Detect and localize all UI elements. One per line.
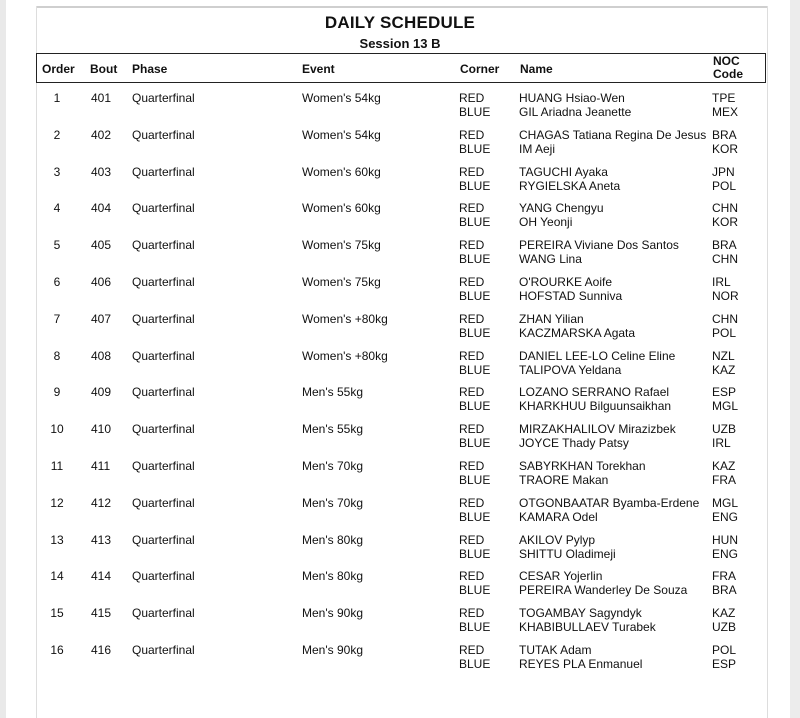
red-noc-code: IRL	[712, 275, 731, 289]
red-athlete-name: MIRZAKHALILOV Mirazizbek	[519, 422, 676, 437]
blue-noc-code: MGL	[712, 399, 739, 414]
red-noc-code: JPN	[712, 164, 735, 179]
blue-corner-cell: BLUE	[459, 252, 491, 267]
blue-noc-code: KOR	[712, 215, 739, 230]
blue-athlete-name: KACZMARSKA Agata	[519, 325, 636, 340]
red-athlete-name: CESAR Yojerlin	[519, 569, 603, 584]
bout-cell: 407	[91, 311, 112, 326]
blue-athlete-name: KHARKHUU Bilguunsaikhan	[519, 399, 672, 414]
blue-athlete-name: TALIPOVA Yeldana	[519, 362, 622, 377]
header-name: Name	[520, 62, 553, 76]
blue-corner-cell: BLUE	[459, 473, 491, 487]
event-cell: Women's +80kg	[302, 348, 388, 363]
table-row	[0, 238, 800, 268]
header-bout: Bout	[90, 62, 118, 76]
red-noc-code: HUN	[712, 532, 738, 547]
blue-athlete-name: WANG Lina	[519, 252, 582, 267]
bout-cell: 409	[91, 385, 112, 400]
blue-noc-code: ESP	[712, 657, 737, 671]
red-athlete-name: O'ROURKE Aoife	[519, 275, 612, 289]
table-row	[0, 385, 800, 415]
red-athlete-name: TAGUCHI Ayaka	[519, 164, 608, 179]
event-cell: Men's 70kg	[302, 459, 363, 473]
red-noc-code: BRA	[712, 127, 737, 142]
red-athlete-name: TUTAK Adam	[519, 643, 592, 657]
phase-cell: Quarterfinal	[132, 606, 195, 621]
order-cell: 3	[53, 164, 61, 179]
order-cell: 9	[53, 385, 61, 400]
blue-noc-code: MEX	[712, 105, 739, 119]
bout-cell: 402	[91, 127, 112, 142]
blue-corner-cell: BLUE	[459, 325, 491, 340]
blue-noc-code: KOR	[712, 141, 739, 156]
session-subtitle: Session 13 B	[359, 36, 441, 51]
page-border	[36, 6, 768, 8]
bout-cell: 411	[91, 459, 111, 473]
table-row	[0, 606, 800, 636]
bout-cell: 415	[91, 606, 112, 621]
header-order: Order	[42, 62, 75, 76]
blue-corner-cell: BLUE	[459, 362, 491, 377]
blue-corner-cell: BLUE	[459, 546, 491, 561]
header-noc-line1: NOC	[713, 54, 740, 68]
table-row	[0, 533, 800, 563]
blue-corner-cell: BLUE	[459, 436, 491, 451]
order-cell: 2	[53, 127, 61, 142]
order-cell: 12	[50, 495, 64, 510]
blue-corner-cell: BLUE	[459, 105, 491, 119]
red-noc-code: POL	[712, 643, 737, 657]
bout-cell: 408	[91, 348, 112, 363]
blue-noc-code: FRA	[712, 473, 736, 487]
red-noc-code: MGL	[712, 495, 739, 510]
blue-athlete-name: SHITTU Oladimeji	[519, 546, 616, 561]
phase-cell: Quarterfinal	[132, 91, 195, 105]
order-cell: 1	[53, 91, 61, 105]
red-corner-cell: RED	[459, 459, 485, 473]
red-corner-cell: RED	[459, 311, 485, 326]
blue-corner-cell: BLUE	[459, 657, 491, 671]
blue-corner-cell: BLUE	[459, 215, 491, 230]
table-row	[0, 275, 800, 305]
phase-cell: Quarterfinal	[132, 532, 195, 547]
blue-athlete-name: IM Aeji	[519, 141, 556, 156]
bout-cell: 413	[91, 532, 112, 547]
red-noc-code: NZL	[712, 348, 735, 363]
event-cell: Men's 55kg	[302, 385, 363, 400]
red-corner-cell: RED	[459, 201, 485, 216]
red-corner-cell: RED	[459, 606, 485, 621]
blue-corner-cell: BLUE	[459, 141, 491, 156]
phase-cell: Quarterfinal	[132, 643, 195, 657]
bout-cell: 404	[91, 201, 112, 216]
header-event: Event	[302, 62, 335, 76]
red-corner-cell: RED	[459, 532, 485, 547]
red-corner-cell: RED	[459, 275, 485, 289]
table-header	[36, 53, 766, 83]
red-athlete-name: TOGAMBAY Sagyndyk	[519, 606, 642, 621]
phase-cell: Quarterfinal	[132, 422, 195, 437]
bout-cell: 406	[91, 275, 112, 289]
order-cell: 6	[53, 275, 61, 289]
blue-athlete-name: RYGIELSKA Aneta	[519, 178, 621, 193]
table-row	[0, 201, 800, 231]
phase-cell: Quarterfinal	[132, 569, 195, 584]
phase-cell: Quarterfinal	[132, 201, 195, 216]
red-noc-code: KAZ	[712, 459, 736, 473]
blue-noc-code: NOR	[712, 289, 739, 303]
blue-noc-code: UZB	[712, 620, 736, 635]
event-cell: Men's 90kg	[302, 643, 363, 657]
blue-noc-code: IRL	[712, 436, 731, 451]
blue-noc-code: KAZ	[712, 362, 736, 377]
red-corner-cell: RED	[459, 385, 485, 400]
red-corner-cell: RED	[459, 238, 485, 253]
header-corner: Corner	[460, 62, 500, 76]
event-cell: Women's 60kg	[302, 164, 381, 179]
red-athlete-name: SABYRKHAN Torekhan	[519, 459, 646, 473]
red-corner-cell: RED	[459, 348, 485, 363]
order-cell: 15	[50, 606, 64, 621]
bout-cell: 416	[91, 643, 112, 657]
red-noc-code: KAZ	[712, 606, 736, 621]
red-athlete-name: ZHAN Yilian	[519, 311, 584, 326]
red-corner-cell: RED	[459, 422, 485, 437]
blue-athlete-name: PEREIRA Wanderley De Souza	[519, 583, 688, 598]
red-corner-cell: RED	[459, 164, 485, 179]
bout-cell: 412	[91, 495, 112, 510]
blue-athlete-name: HOFSTAD Sunniva	[519, 289, 623, 303]
phase-cell: Quarterfinal	[132, 348, 195, 363]
blue-athlete-name: KHABIBULLAEV Turabek	[519, 620, 656, 635]
blue-corner-cell: BLUE	[459, 620, 491, 635]
blue-corner-cell: BLUE	[459, 289, 491, 303]
red-noc-code: UZB	[712, 422, 736, 437]
header-noc-line2: Code	[713, 67, 743, 81]
phase-cell: Quarterfinal	[132, 311, 195, 326]
event-cell: Women's 54kg	[302, 91, 381, 105]
red-noc-code: BRA	[712, 238, 737, 253]
red-noc-code: TPE	[712, 91, 736, 105]
blue-noc-code: CHN	[712, 252, 738, 267]
event-cell: Men's 70kg	[302, 495, 363, 510]
blue-athlete-name: GIL Ariadna Jeanette	[519, 105, 632, 119]
table-row	[0, 459, 800, 489]
table-row	[0, 91, 800, 121]
bout-cell: 414	[91, 569, 112, 584]
order-cell: 14	[50, 569, 64, 584]
red-corner-cell: RED	[459, 127, 485, 142]
bout-cell: 405	[91, 238, 112, 253]
order-cell: 7	[53, 311, 61, 326]
event-cell: Men's 80kg	[302, 569, 363, 584]
red-athlete-name: YANG Chengyu	[519, 201, 604, 216]
red-athlete-name: DANIEL LEE-LO Celine Eline	[519, 348, 676, 363]
blue-athlete-name: JOYCE Thady Patsy	[519, 436, 629, 451]
phase-cell: Quarterfinal	[132, 238, 195, 253]
red-athlete-name: OTGONBAATAR Byamba-Erdene	[519, 495, 700, 510]
event-cell: Women's 75kg	[302, 238, 381, 253]
header-phase: Phase	[132, 62, 168, 76]
blue-corner-cell: BLUE	[459, 178, 491, 193]
order-cell: 11	[50, 459, 64, 473]
red-athlete-name: PEREIRA Viviane Dos Santos	[519, 238, 679, 253]
event-cell: Women's 54kg	[302, 127, 381, 142]
red-corner-cell: RED	[459, 643, 485, 657]
blue-athlete-name: OH Yeonji	[519, 215, 573, 230]
table-row	[0, 643, 800, 673]
event-cell: Men's 55kg	[302, 422, 363, 437]
event-cell: Women's 75kg	[302, 275, 381, 289]
table-row	[0, 312, 800, 342]
order-cell: 13	[50, 532, 64, 547]
red-corner-cell: RED	[459, 495, 485, 510]
table-row	[0, 128, 800, 158]
phase-cell: Quarterfinal	[132, 385, 195, 400]
blue-noc-code: POL	[712, 325, 737, 340]
event-cell: Men's 80kg	[302, 532, 363, 547]
table-row	[0, 349, 800, 379]
blue-athlete-name: KAMARA Odel	[519, 509, 598, 524]
order-cell: 16	[50, 643, 64, 657]
blue-athlete-name: REYES PLA Enmanuel	[519, 657, 643, 671]
red-corner-cell: RED	[459, 569, 485, 584]
blue-noc-code: ENG	[712, 546, 739, 561]
red-athlete-name: AKILOV Pylyp	[519, 532, 596, 547]
bout-cell: 410	[91, 422, 112, 437]
order-cell: 8	[53, 348, 61, 363]
event-cell: Women's +80kg	[302, 311, 388, 326]
blue-athlete-name: TRAORE Makan	[519, 473, 609, 487]
blue-corner-cell: BLUE	[459, 583, 491, 598]
red-corner-cell: RED	[459, 91, 485, 105]
red-noc-code: ESP	[712, 385, 737, 400]
red-athlete-name: HUANG Hsiao-Wen	[519, 91, 625, 105]
phase-cell: Quarterfinal	[132, 164, 195, 179]
order-cell: 4	[53, 201, 61, 216]
event-cell: Women's 60kg	[302, 201, 381, 216]
red-noc-code: CHN	[712, 311, 738, 326]
phase-cell: Quarterfinal	[132, 495, 195, 510]
blue-noc-code: BRA	[712, 583, 737, 598]
bout-cell: 401	[91, 91, 112, 105]
table-row	[0, 165, 800, 195]
document-title: DAILY SCHEDULE	[324, 13, 476, 32]
order-cell: 5	[53, 238, 61, 253]
bout-cell: 403	[91, 164, 112, 179]
red-athlete-name: CHAGAS Tatiana Regina De Jesus	[519, 127, 707, 142]
blue-corner-cell: BLUE	[459, 399, 491, 414]
order-cell: 10	[50, 422, 64, 437]
event-cell: Men's 90kg	[302, 606, 363, 621]
red-athlete-name: LOZANO SERRANO Rafael	[519, 385, 670, 400]
blue-corner-cell: BLUE	[459, 509, 491, 524]
header-noc-code	[713, 55, 743, 81]
phase-cell: Quarterfinal	[132, 127, 195, 142]
blue-noc-code: POL	[712, 178, 737, 193]
blue-noc-code: ENG	[712, 509, 739, 524]
table-row	[0, 496, 800, 526]
red-noc-code: CHN	[712, 201, 738, 216]
phase-cell: Quarterfinal	[132, 275, 195, 289]
table-row	[0, 569, 800, 599]
phase-cell: Quarterfinal	[132, 459, 195, 473]
red-noc-code: FRA	[712, 569, 736, 584]
table-row	[0, 422, 800, 452]
